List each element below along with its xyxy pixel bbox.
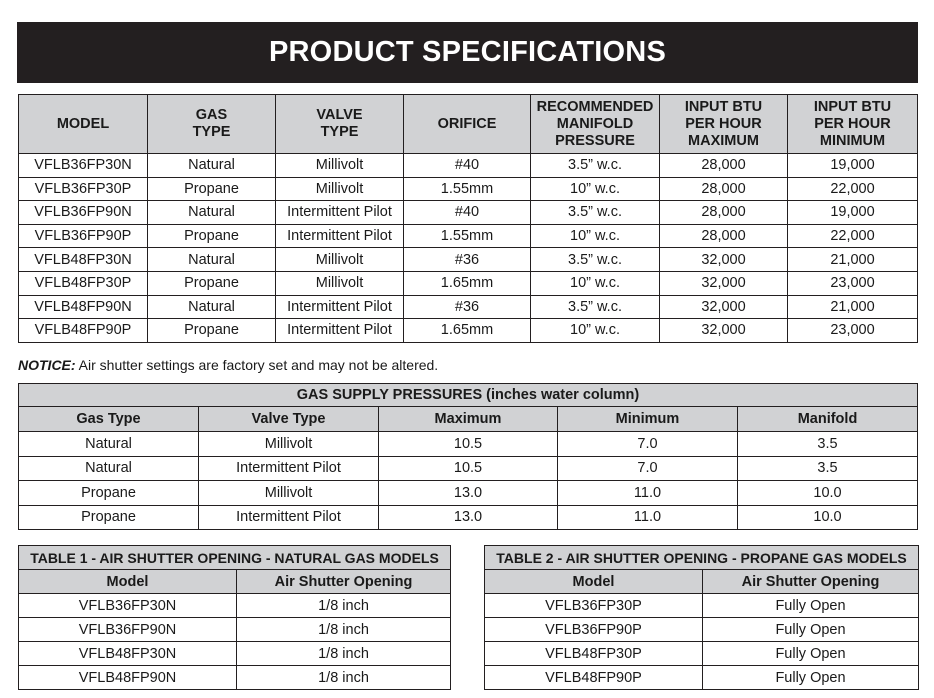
spec-header-gas-type: GAS TYPE — [148, 95, 276, 154]
cell-opening: 1/8 inch — [237, 594, 451, 618]
cell-btu-min: 23,000 — [788, 271, 918, 295]
cell-valve-type: Intermittent Pilot — [276, 201, 404, 225]
cell-model: VFLB48FP90P — [485, 666, 703, 690]
notice-label: NOTICE: — [18, 357, 76, 373]
table-row — [19, 295, 918, 319]
cell-model: VFLB48FP90N — [19, 295, 148, 319]
spec-header-model: MODEL — [19, 95, 148, 154]
cell-manifold-pressure: 3.5” w.c. — [531, 201, 660, 225]
gas-header-manifold: Manifold — [738, 407, 918, 432]
gas-header-row — [19, 407, 918, 432]
cell-opening: Fully Open — [703, 642, 919, 666]
table-row — [19, 642, 451, 666]
cell-gas-type: Propane — [19, 505, 199, 530]
cell-model: VFLB36FP30N — [19, 154, 148, 178]
cell-orifice: 1.65mm — [404, 271, 531, 295]
cell-minimum: 11.0 — [558, 505, 738, 530]
cell-btu-min: 19,000 — [788, 201, 918, 225]
cell-opening: Fully Open — [703, 618, 919, 642]
cell-manifold: 3.5 — [738, 456, 918, 481]
gas-header-maximum: Maximum — [379, 407, 558, 432]
spec-header-btu-max: INPUT BTU PER HOUR MAXIMUM — [660, 95, 788, 154]
cell-maximum: 13.0 — [379, 505, 558, 530]
table-row — [19, 594, 451, 618]
cell-btu-min: 21,000 — [788, 295, 918, 319]
cell-model: VFLB48FP30N — [19, 642, 237, 666]
table-row — [19, 432, 918, 457]
cell-model: VFLB36FP90N — [19, 618, 237, 642]
cell-model: VFLB36FP90P — [485, 618, 703, 642]
gas-supply-pressures-table — [18, 383, 918, 530]
cell-valve-type: Millivolt — [276, 154, 404, 178]
cell-btu-min: 22,000 — [788, 177, 918, 201]
table1-title-row — [19, 546, 451, 570]
cell-valve-type: Millivolt — [199, 432, 379, 457]
cell-gas-type: Propane — [148, 319, 276, 343]
table-row — [19, 456, 918, 481]
table-row — [19, 505, 918, 530]
cell-model: VFLB36FP30P — [485, 594, 703, 618]
cell-valve-type: Intermittent Pilot — [276, 224, 404, 248]
cell-btu-max: 32,000 — [660, 295, 788, 319]
product-spec-table — [18, 94, 918, 343]
cell-valve-type: Millivolt — [276, 177, 404, 201]
cell-btu-max: 32,000 — [660, 319, 788, 343]
cell-btu-min: 19,000 — [788, 154, 918, 178]
cell-gas-type: Natural — [19, 456, 199, 481]
cell-valve-type: Millivolt — [276, 271, 404, 295]
table2-title: TABLE 2 - AIR SHUTTER OPENING - PROPANE GAS MODELS — [485, 546, 919, 570]
table-row — [19, 248, 918, 272]
spec-header-orifice: ORIFICE — [404, 95, 531, 154]
cell-manifold-pressure: 3.5” w.c. — [531, 295, 660, 319]
cell-model: VFLB36FP90N — [19, 201, 148, 225]
cell-manifold-pressure: 10” w.c. — [531, 271, 660, 295]
cell-orifice: #40 — [404, 201, 531, 225]
table1-header-opening: Air Shutter Opening — [237, 570, 451, 594]
cell-orifice: #36 — [404, 248, 531, 272]
cell-maximum: 13.0 — [379, 481, 558, 506]
cell-gas-type: Natural — [148, 201, 276, 225]
table-row — [485, 618, 919, 642]
cell-model: VFLB36FP30N — [19, 594, 237, 618]
gas-header-gas-type: Gas Type — [19, 407, 199, 432]
cell-gas-type: Propane — [148, 271, 276, 295]
cell-minimum: 7.0 — [558, 432, 738, 457]
cell-minimum: 11.0 — [558, 481, 738, 506]
cell-valve-type: Intermittent Pilot — [276, 295, 404, 319]
table2-header-row — [485, 570, 919, 594]
notice-body: Air shutter settings are factory set and may not be altered. — [75, 357, 439, 373]
cell-gas-type: Natural — [148, 248, 276, 272]
cell-btu-max: 28,000 — [660, 154, 788, 178]
cell-btu-max: 28,000 — [660, 224, 788, 248]
cell-opening: 1/8 inch — [237, 642, 451, 666]
cell-model: VFLB48FP90N — [19, 666, 237, 690]
table2-title-row — [485, 546, 919, 570]
table1-header-model: Model — [19, 570, 237, 594]
cell-opening: 1/8 inch — [237, 666, 451, 690]
table-row — [485, 666, 919, 690]
cell-valve-type: Millivolt — [276, 248, 404, 272]
cell-gas-type: Natural — [19, 432, 199, 457]
spec-header-valve-type: VALVE TYPE — [276, 95, 404, 154]
table-row — [19, 224, 918, 248]
cell-manifold-pressure: 10” w.c. — [531, 224, 660, 248]
cell-model: VFLB48FP30P — [485, 642, 703, 666]
air-shutter-propane-table — [484, 545, 919, 690]
cell-minimum: 7.0 — [558, 456, 738, 481]
cell-btu-max: 28,000 — [660, 201, 788, 225]
gas-header-minimum: Minimum — [558, 407, 738, 432]
table-row — [19, 319, 918, 343]
cell-manifold-pressure: 3.5” w.c. — [531, 154, 660, 178]
cell-opening: Fully Open — [703, 666, 919, 690]
cell-manifold: 10.0 — [738, 481, 918, 506]
table-row — [19, 177, 918, 201]
cell-opening: 1/8 inch — [237, 618, 451, 642]
cell-gas-type: Propane — [148, 177, 276, 201]
cell-btu-max: 32,000 — [660, 248, 788, 272]
table-row — [19, 201, 918, 225]
table-row — [19, 481, 918, 506]
cell-gas-type: Natural — [148, 295, 276, 319]
cell-manifold-pressure: 10” w.c. — [531, 177, 660, 201]
table-row — [485, 642, 919, 666]
spec-header-row — [19, 95, 918, 154]
cell-model: VFLB36FP30P — [19, 177, 148, 201]
table-row — [19, 666, 451, 690]
cell-gas-type: Propane — [19, 481, 199, 506]
cell-gas-type: Propane — [148, 224, 276, 248]
cell-model: VFLB48FP30N — [19, 248, 148, 272]
cell-manifold: 10.0 — [738, 505, 918, 530]
table2-header-opening: Air Shutter Opening — [703, 570, 919, 594]
cell-valve-type: Intermittent Pilot — [199, 505, 379, 530]
cell-btu-min: 22,000 — [788, 224, 918, 248]
cell-valve-type: Intermittent Pilot — [276, 319, 404, 343]
cell-btu-min: 23,000 — [788, 319, 918, 343]
table2-header-model: Model — [485, 570, 703, 594]
table-row — [485, 594, 919, 618]
cell-btu-min: 21,000 — [788, 248, 918, 272]
cell-orifice: #36 — [404, 295, 531, 319]
notice-text — [18, 357, 438, 373]
cell-maximum: 10.5 — [379, 432, 558, 457]
table-row — [19, 271, 918, 295]
air-shutter-natural-table — [18, 545, 451, 690]
table-row — [19, 154, 918, 178]
cell-orifice: 1.55mm — [404, 224, 531, 248]
cell-manifold-pressure: 3.5” w.c. — [531, 248, 660, 272]
cell-model: VFLB36FP90P — [19, 224, 148, 248]
gas-title-row — [19, 384, 918, 407]
table1-header-row — [19, 570, 451, 594]
cell-manifold-pressure: 10” w.c. — [531, 319, 660, 343]
cell-model: VFLB48FP30P — [19, 271, 148, 295]
cell-orifice: #40 — [404, 154, 531, 178]
spec-header-btu-min: INPUT BTU PER HOUR MINIMUM — [788, 95, 918, 154]
cell-opening: Fully Open — [703, 594, 919, 618]
table-row — [19, 618, 451, 642]
cell-maximum: 10.5 — [379, 456, 558, 481]
cell-btu-max: 32,000 — [660, 271, 788, 295]
cell-valve-type: Millivolt — [199, 481, 379, 506]
cell-valve-type: Intermittent Pilot — [199, 456, 379, 481]
cell-orifice: 1.55mm — [404, 177, 531, 201]
cell-orifice: 1.65mm — [404, 319, 531, 343]
gas-header-valve-type: Valve Type — [199, 407, 379, 432]
gas-table-title: GAS SUPPLY PRESSURES (inches water column) — [19, 384, 918, 407]
cell-manifold: 3.5 — [738, 432, 918, 457]
page-title: PRODUCT SPECIFICATIONS — [17, 22, 918, 83]
table1-title: TABLE 1 - AIR SHUTTER OPENING - NATURAL GAS MODELS — [19, 546, 451, 570]
spec-header-manifold-pressure: RECOMMENDED MANIFOLD PRESSURE — [531, 95, 660, 154]
cell-btu-max: 28,000 — [660, 177, 788, 201]
cell-model: VFLB48FP90P — [19, 319, 148, 343]
cell-gas-type: Natural — [148, 154, 276, 178]
